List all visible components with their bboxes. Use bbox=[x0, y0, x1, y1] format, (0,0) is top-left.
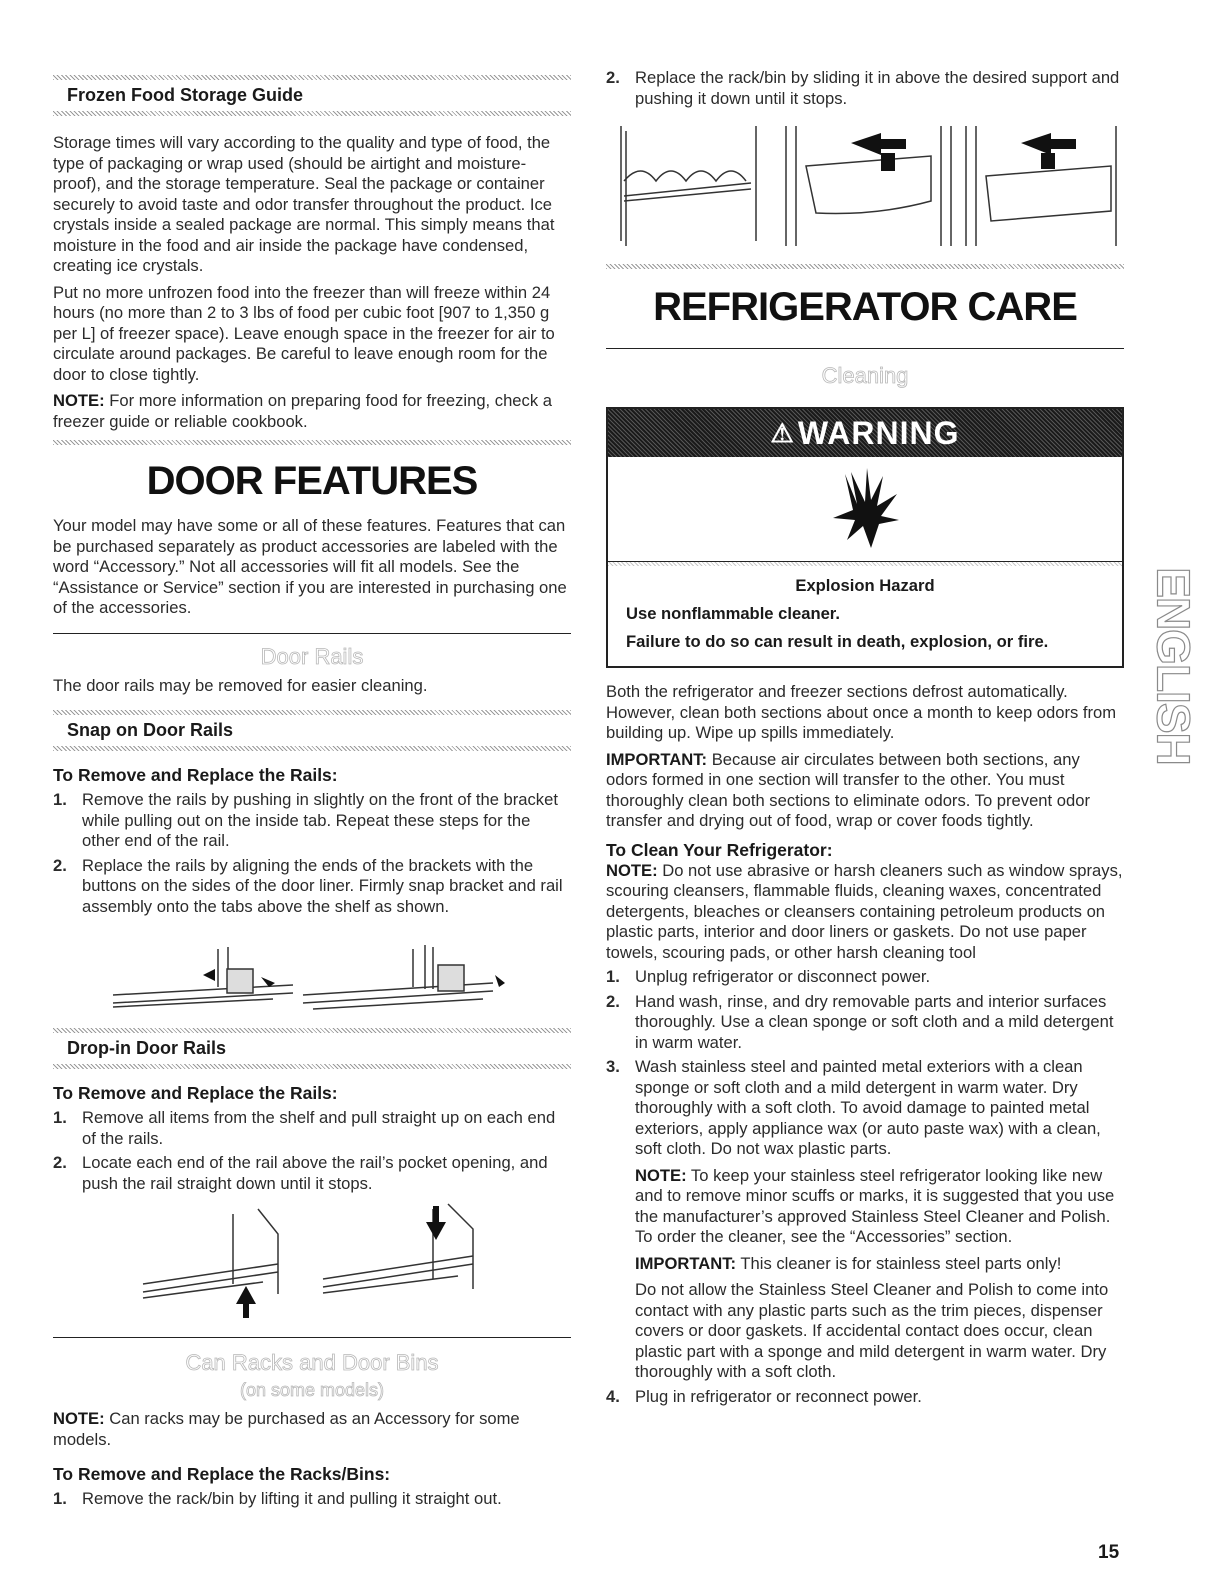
note: NOTE: For more information on preparing food for freezing, check a freezer guide or reliable cookbook. bbox=[53, 391, 552, 431]
section-subtitle: (on some models) bbox=[239, 1380, 385, 1400]
page-title: REFRIGERATOR CARE bbox=[653, 285, 1077, 329]
paragraph: The door rails may be removed for easier cleaning. bbox=[53, 675, 428, 695]
step-list bbox=[53, 1489, 571, 1510]
page-title: DOOR FEATURES bbox=[146, 459, 478, 503]
section-heading: Drop-in Door Rails bbox=[67, 1038, 227, 1058]
list-item: 4. Plug in refrigerator or reconnect power. bbox=[606, 1386, 922, 1406]
step-list bbox=[606, 967, 1124, 1407]
divider bbox=[53, 1064, 571, 1069]
divider bbox=[606, 264, 1124, 269]
step-list bbox=[53, 790, 571, 917]
dropin-rail-illustration bbox=[53, 1194, 571, 1329]
hazard-title: Explosion Hazard bbox=[795, 576, 935, 595]
procedure-heading: To Clean Your Refrigerator: bbox=[606, 839, 833, 860]
list-item: 2. Locate each end of the rail above the rail’s pocket opening, and push the rail straight down until it stops. bbox=[53, 1153, 548, 1193]
step-list bbox=[606, 68, 1124, 109]
divider bbox=[53, 746, 571, 751]
right-column bbox=[606, 0, 1124, 1407]
list-item: 1. Unplug refrigerator or disconnect power. bbox=[606, 967, 931, 986]
rule bbox=[53, 633, 571, 634]
warning-triangle-icon: ⚠ bbox=[770, 417, 794, 448]
procedure-heading: To Remove and Replace the Rails: bbox=[53, 1083, 338, 1103]
rule bbox=[606, 348, 1124, 349]
page-number: 15 bbox=[1098, 1542, 1120, 1563]
list-item: 3. Wash stainless steel and painted metal exteriors with a clean sponge or soft cloth and a mild detergent in warm water. Dry thoroughly with a soft cloth. To avoid damage to painted metal exteriors, apply appliance wax (or auto paste wax) with a clean, soft cloth. Do not wax plastic parts. NOTE: To keep your stainless steel refrigerator looking like new and to remove minor scuffs or marks, it is suggested that you use the manufacturer’s approved Stainless Steel Cleaner and Polish. To order the cleaner, see the “Accessories” section. IMPORTANT: This cleaner is for stainless steel parts only! Do not allow the Stainless Steel Cleaner and Polish to come into contact with any plastic parts such as the trim pieces, dispenser covers or door gaskets. If accidental contact does occur, clean plastic part with a sponge and mild detergent in warm water. Dry thoroughly with a soft cloth. bbox=[606, 1057, 1124, 1383]
warning-banner: ⚠ WARNING bbox=[608, 409, 1122, 457]
snap-rail-illustration bbox=[53, 917, 571, 1022]
explosion-pictogram bbox=[608, 457, 1122, 562]
section-title: Door Rails bbox=[260, 643, 364, 669]
section-title: Can Racks and Door Bins bbox=[185, 1350, 439, 1375]
warning-line: Failure to do so can result in death, explosion, or fire. bbox=[626, 632, 1049, 651]
list-item: 2. Replace the rails by aligning the ends of the brackets with the buttons on the sides of the door liner. Firmly snap bracket and rail assembly onto the tabs above the shelf as shown. bbox=[53, 855, 563, 916]
can-rack-bin-illustration bbox=[606, 121, 1124, 256]
procedure-heading: To Remove and Replace the Racks/Bins: bbox=[53, 1464, 391, 1484]
list-item: 1. Remove the rack/bin by lifting it and pulling it straight out. bbox=[53, 1489, 502, 1508]
section-heading: Frozen Food Storage Guide bbox=[67, 85, 304, 105]
paragraph: Do not allow the Stainless Steel Cleaner and Polish to come into contact with any plastic parts such as the trim pieces, dispenser covers or door gaskets. If accidental contact does occur, clean plastic part with a sponge and mild detergent in warm water. Dry thoroughly with a soft cloth. bbox=[635, 1280, 1109, 1381]
warning-text bbox=[608, 566, 1122, 666]
paragraph: Both the refrigerator and freezer sections defrost automatically. However, clean both sections about once a month to keep odors from building up. Wipe up spills immediately. bbox=[606, 682, 1117, 742]
paragraph: Storage times will vary according to the quality and type of food, the type of packaging or wrap used (should be airtight and moisture-proof), and the storage temperature. Seal the package or container securely to avoid taste and odor transfer throughout the product. Ice crystals inside a sealed package are normal. This simply means that moisture in the food and air inside the package have condensed, creating ice crystals. bbox=[53, 133, 555, 275]
procedure-heading: To Remove and Replace the Rails: bbox=[53, 765, 338, 785]
left-column bbox=[53, 0, 571, 1510]
list-item: 1. Remove all items from the shelf and pull straight up on each end of the rails. bbox=[53, 1108, 556, 1148]
list-item: 2. Replace the rack/bin by sliding it in above the desired support and pushing it down until it stops. bbox=[606, 68, 1120, 108]
rule bbox=[53, 1337, 571, 1338]
explosion-icon bbox=[825, 464, 905, 554]
section-title: Cleaning bbox=[821, 363, 909, 388]
list-item: 1. Remove the rails by pushing in slightly on the front of the bracket while pulling out on the inside tab. Repeat these steps for the other end of the rail. bbox=[53, 790, 558, 850]
section-heading: Snap on Door Rails bbox=[67, 720, 234, 740]
warning-box bbox=[606, 407, 1124, 668]
note: NOTE: Do not use abrasive or harsh cleaners such as window sprays, scouring cleansers, flammable fluids, cleaning waxes, concentrated detergents, bleaches or cleansers containing petroleum products on plastic parts, interior and door liners or gaskets. Do not use paper towels, scouring pads, or other harsh cleaning tool bbox=[606, 860, 1123, 962]
warning-line: Use nonflammable cleaner. bbox=[626, 604, 840, 623]
divider bbox=[53, 440, 571, 445]
note: NOTE: Can racks may be purchased as an Accessory for some models. bbox=[53, 1409, 520, 1449]
important: IMPORTANT: This cleaner is for stainless steel parts only! bbox=[635, 1253, 1062, 1273]
paragraph: Your model may have some or all of these features. Features that can be purchased separately as product accessories are labeled with the word “Accessory.” Not all accessories will fit all models. See the “Assistance or Service” section if you are interested in purchasing one of the accessories. bbox=[53, 516, 567, 617]
list-item: 2. Hand wash, rinse, and dry removable parts and interior surfaces thoroughly. Use a clean sponge or soft cloth and a mild detergent in warm water. bbox=[606, 991, 1114, 1052]
paragraph: Put no more unfrozen food into the freezer than will freeze within 24 hours (no more than 2 to 3 lbs of food per cubic foot [907 to 1,350 g per L] of freezer space). Leave enough space in the freezer for air to circulate around packages. Be careful to leave enough room for the door to close tightly. bbox=[53, 282, 555, 384]
important: IMPORTANT: Because air circulates between both sections, any odors formed in one section will transfer to the other. You must thoroughly clean both sections to eliminate odors. To prevent odor transfer and drying out of food, wrap or cover foods tightly. bbox=[606, 749, 1090, 830]
note: NOTE: To keep your stainless steel refrigerator looking like new and to remove minor scuffs or marks, it is suggested that you use the manufacturer’s approved Stainless Steel Cleaner and Polish. To order the cleaner, see the “Accessories” section. bbox=[635, 1165, 1115, 1246]
language-side-tab: ENGLISH bbox=[1148, 566, 1200, 765]
step-list bbox=[53, 1108, 571, 1194]
